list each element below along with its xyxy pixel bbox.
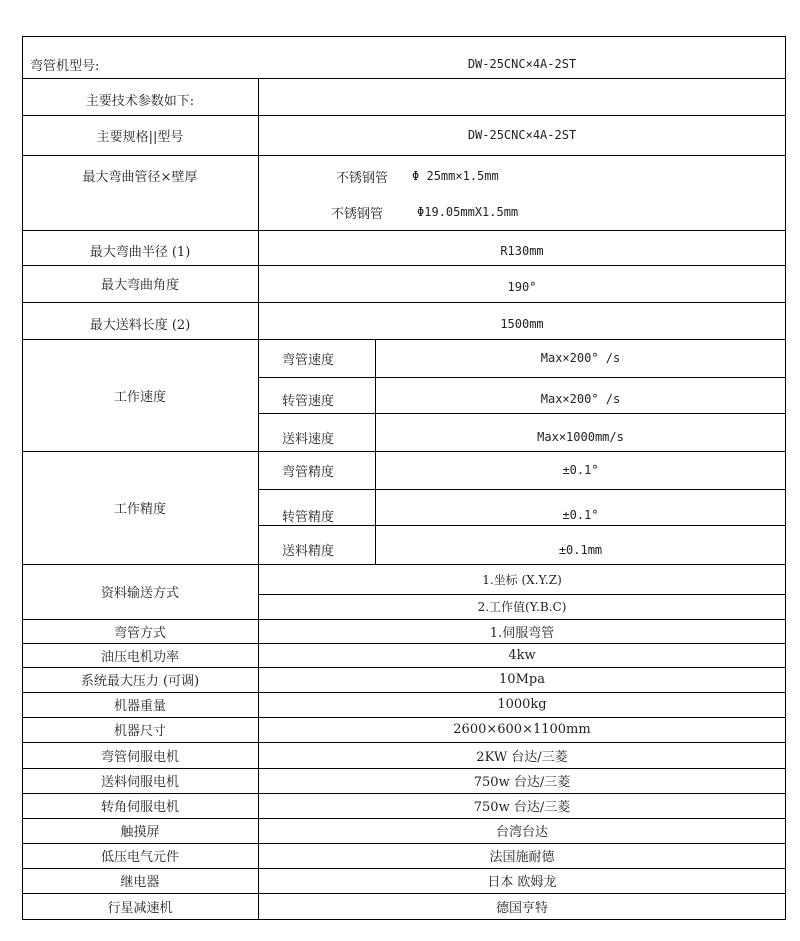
max-diameter-label: 最大弯曲管径×壁厚 <box>82 169 198 185</box>
work-precision-label: 工作精度 <box>113 502 166 517</box>
work-speed-name: 送料速度 <box>282 431 335 447</box>
max-diameter-line-1 <box>336 166 499 186</box>
work-speed-name: 弯管速度 <box>282 352 335 368</box>
max-feed-label: 最大送料长度 (2) <box>89 318 191 333</box>
spec-row-value: 750w 台达/三菱 <box>473 800 571 815</box>
max-angle-value: 190° <box>507 279 537 294</box>
spec-row-value: 德国亨特 <box>495 900 548 916</box>
spec-row-label: 低压电气元件 <box>100 850 179 865</box>
spec-row-value: 10Mpa <box>499 672 545 687</box>
spec-row-label: 弯管伺服电机 <box>100 749 179 765</box>
spec-row-value: 1000kg <box>497 697 547 712</box>
spec-row-label: 送料伺服电机 <box>100 775 179 790</box>
work-precision-value: ±0.1° <box>562 508 599 522</box>
material-label: 不锈钢管 <box>336 170 389 186</box>
work-speed-label: 工作速度 <box>113 389 166 405</box>
work-precision-name: 转管精度 <box>282 509 335 525</box>
spec-row-label: 继电器 <box>120 875 160 890</box>
spec-row-label: 系统最大压力 (可调) <box>80 674 200 689</box>
spec-row-value: 2KW 台达/三菱 <box>476 749 568 765</box>
spec-value: DW-25CNC×4A-2ST <box>467 128 577 142</box>
spec-row-label: 油压电机功率 <box>100 649 179 665</box>
spec-row-value: 日本 欧姆龙 <box>487 875 557 890</box>
data-input-value: 2.工作值(Y.B.C) <box>477 600 567 614</box>
data-input-label: 资料输送方式 <box>100 586 179 601</box>
row-divider <box>22 919 786 920</box>
max-feed-value: 1500mm <box>500 316 544 331</box>
spec-row-label: 触摸屏 <box>120 825 160 840</box>
spec-row-label: 机器重量 <box>113 699 166 714</box>
max-radius-label: 最大弯曲半径 (1) <box>89 245 191 260</box>
material-label: 不锈钢管 <box>331 206 384 222</box>
diameter-value: Φ 25mm×1.5mm <box>412 169 499 183</box>
work-precision-name: 弯管精度 <box>282 464 335 480</box>
work-speed-value: Max×200° /s <box>540 351 621 365</box>
work-speed-value: Max×1000mm/s <box>537 430 624 444</box>
work-speed-name: 转管速度 <box>282 393 335 409</box>
spec-row-value: 1.伺服弯管 <box>489 625 555 641</box>
work-precision-name: 送料精度 <box>282 544 335 559</box>
spec-row-value: 4kw <box>508 647 536 663</box>
work-precision-value: ±0.1mm <box>558 542 603 557</box>
max-radius-value: R130mm <box>500 243 544 258</box>
model-label: 弯管机型号: <box>30 58 100 74</box>
spec-row-value: 2600×600×1100mm <box>453 722 591 737</box>
spec-row-label: 行星减速机 <box>107 900 173 916</box>
params-heading: 主要技术参数如下: <box>85 94 195 109</box>
spec-label: 主要规格||型号 <box>96 129 184 145</box>
spec-row-value: 台湾台达 <box>495 825 548 840</box>
spec-row-label: 弯管方式 <box>113 625 166 641</box>
max-angle-label: 最大弯曲角度 <box>100 278 179 293</box>
row-divider <box>22 155 786 156</box>
spec-row-label: 机器尺寸 <box>113 724 166 739</box>
max-diameter-line-2 <box>331 202 518 222</box>
work-speed-value: Max×200° /s <box>540 392 621 406</box>
model-value: DW-25CNC×4A-2ST <box>467 57 577 71</box>
diameter-value: Φ19.05mmX1.5mm <box>417 205 519 219</box>
spec-row-value: 法国施耐德 <box>489 850 555 865</box>
data-input-value: 1.坐标 (X.Y.Z) <box>482 572 562 587</box>
work-precision-value: ±0.1° <box>562 463 599 477</box>
spec-row-label: 转角伺服电机 <box>100 800 179 815</box>
spec-row-value: 750w 台达/三菱 <box>473 775 571 790</box>
